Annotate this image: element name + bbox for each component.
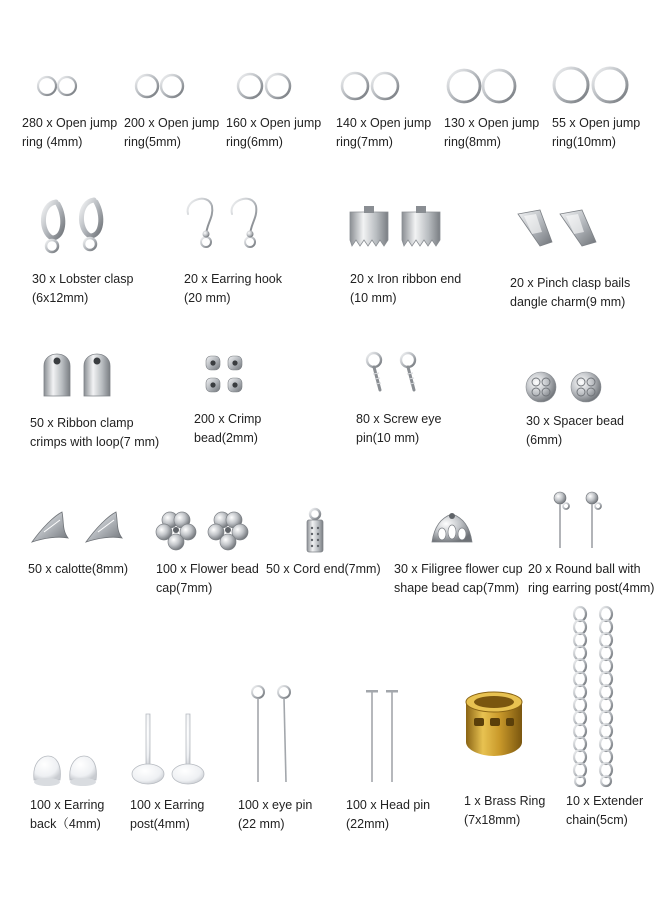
item-label: 50 x Cord end(7mm)	[266, 562, 381, 576]
ball-post-icon	[542, 490, 612, 552]
brass-ring-icon	[460, 688, 530, 760]
item-size: chain(5cm)	[566, 813, 628, 827]
item-size: (20 mm)	[184, 291, 231, 305]
item-label: 30 x Filigree flower cup	[394, 562, 523, 576]
item-label: 30 x Lobster clasp	[32, 272, 134, 286]
ribbon-end-icon	[346, 206, 446, 256]
item-label: 1 x Brass Ring	[464, 794, 546, 808]
item-size: (10 mm)	[350, 291, 397, 305]
screw-eye-pin-icon	[360, 350, 430, 396]
item-label: 20 x Pinch clasp bails	[510, 276, 631, 290]
item-label: 160 x Open jump	[226, 116, 322, 130]
item-size: crimps with loop(7 mm)	[30, 435, 160, 449]
item-label: 100 x Head pin	[346, 798, 431, 812]
small-jump-ring-icon	[36, 74, 80, 100]
item-label: 30 x Spacer bead	[526, 414, 624, 428]
item-size: cap(7mm)	[156, 581, 213, 595]
item-label: 130 x Open jump	[444, 116, 540, 130]
extender-chain-icon	[566, 606, 626, 788]
earring-back-icon	[30, 752, 102, 792]
jump-ring-icon	[340, 71, 402, 103]
item-label: 20 x Earring hook	[184, 272, 282, 286]
item-size: (6mm)	[526, 433, 563, 447]
item-label: 100 x eye pin	[238, 798, 313, 812]
item-size: back（4mm)	[30, 817, 101, 831]
item-label: 20 x Iron ribbon end	[350, 272, 462, 286]
item-size: post(4mm)	[130, 817, 190, 831]
large-jump-ring-icon	[552, 66, 632, 106]
item-label: 100 x Earring	[130, 798, 205, 812]
item-size: ring(7mm)	[336, 135, 393, 149]
calotte-icon	[28, 508, 132, 552]
earring-hook-icon	[180, 194, 280, 258]
item-label: 280 x Open jump	[22, 116, 118, 130]
item-size: (22 mm)	[238, 817, 285, 831]
flower-bead-cap-icon	[156, 510, 256, 554]
item-size: ring(8mm)	[444, 135, 501, 149]
item-size: ring(6mm)	[226, 135, 283, 149]
head-pin-icon	[360, 688, 410, 786]
eye-pin-icon	[244, 682, 300, 786]
item-size: (22mm)	[346, 817, 390, 831]
item-label: 55 x Open jump	[552, 116, 641, 130]
item-size: ring(10mm)	[552, 135, 616, 149]
earring-post-icon	[128, 708, 224, 792]
item-label: 200 x Open jump	[124, 116, 220, 130]
item-label: 140 x Open jump	[336, 116, 432, 130]
item-label: 200 x Crimp	[194, 412, 262, 426]
jump-ring-icon	[134, 73, 188, 101]
item-label: 100 x Flower bead	[156, 562, 259, 576]
item-size: (7x18mm)	[464, 813, 521, 827]
cord-end-icon	[302, 506, 332, 556]
item-label: 50 x calotte(8mm)	[28, 562, 129, 576]
item-size: pin(10 mm)	[356, 431, 420, 445]
crimp-bead-icon	[200, 352, 250, 402]
item-size: dangle charm(9 mm)	[510, 295, 626, 309]
item-label: 50 x Ribbon clamp	[30, 416, 134, 430]
item-size: shape bead cap(7mm)	[394, 581, 520, 595]
lobster-clasp-icon	[36, 194, 120, 256]
item-size: bead(2mm)	[194, 431, 258, 445]
item-label: 10 x Extender	[566, 794, 644, 808]
pinch-bail-icon	[512, 208, 608, 252]
jump-ring-icon	[446, 68, 520, 106]
ribbon-clamp-icon	[40, 348, 124, 400]
filigree-cap-icon	[428, 508, 476, 548]
item-size: (6x12mm)	[32, 291, 89, 305]
item-label: 80 x Screw eye	[356, 412, 442, 426]
item-size: ring (4mm)	[22, 135, 83, 149]
item-size: ring earring post(4mm)	[528, 581, 655, 595]
jump-ring-icon	[236, 72, 294, 102]
item-size: ring(5mm)	[124, 135, 181, 149]
spacer-bead-icon	[524, 370, 610, 408]
item-label: 20 x Round ball with	[528, 562, 641, 576]
item-label: 100 x Earring	[30, 798, 105, 812]
